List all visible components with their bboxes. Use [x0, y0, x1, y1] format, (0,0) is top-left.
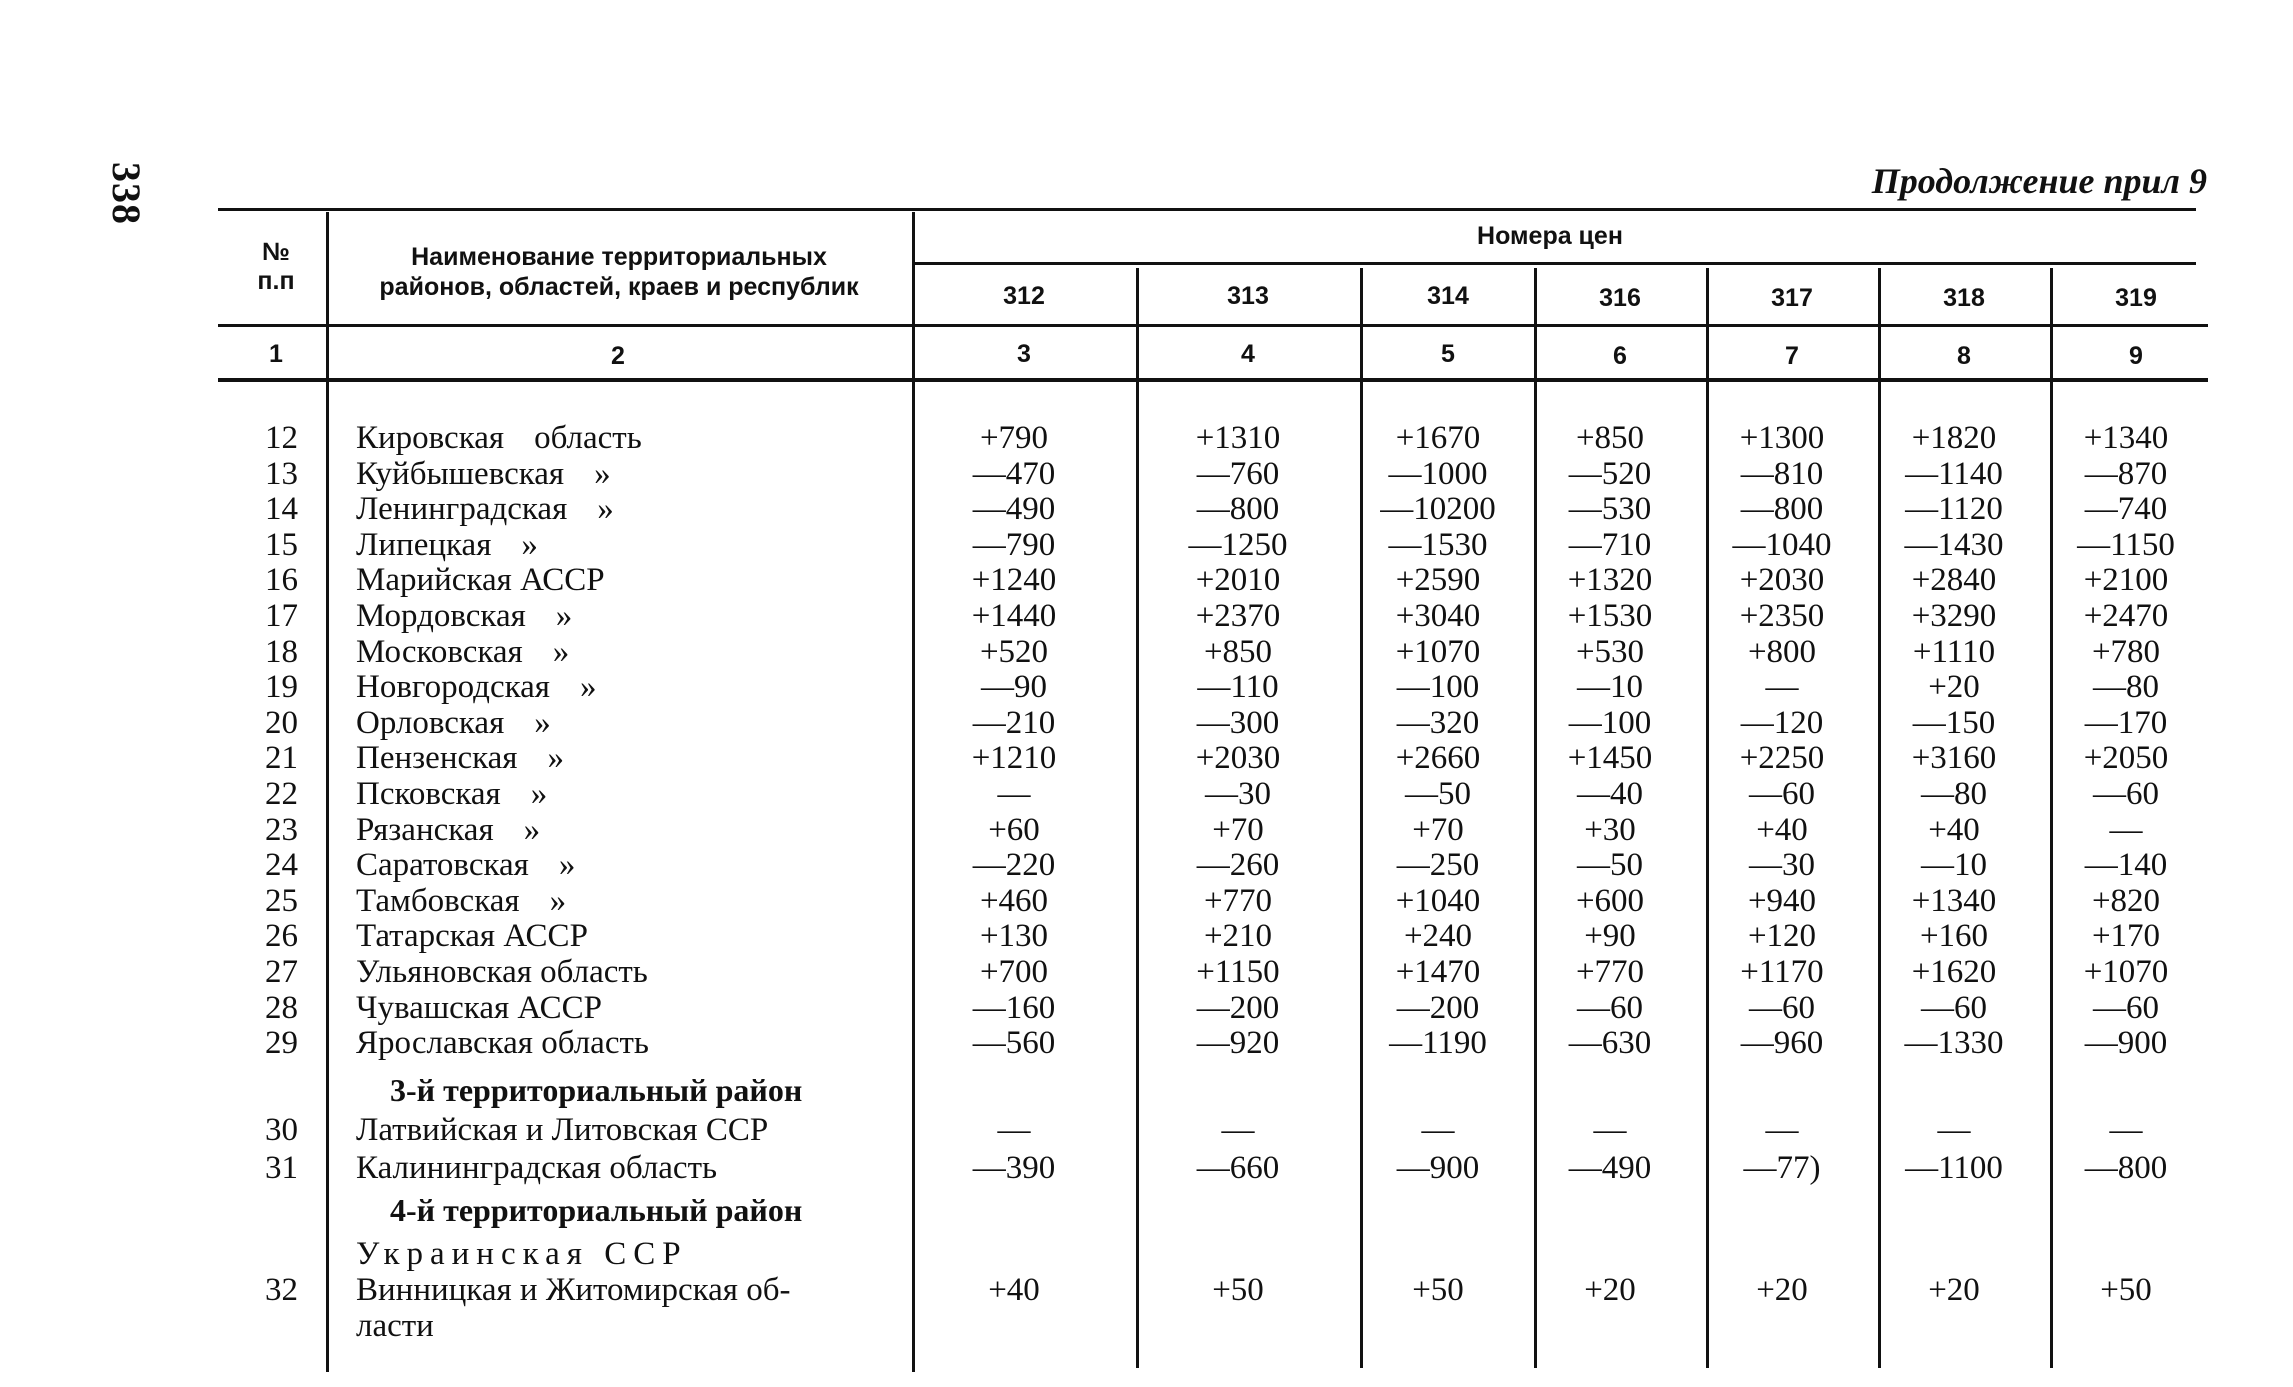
value-313: +1150: [1196, 954, 1280, 990]
value-319: +2050: [2083, 740, 2169, 777]
row-number: 15: [265, 526, 298, 563]
row-number: 31: [265, 1150, 298, 1186]
value-317: +800: [1747, 633, 1817, 670]
value-312: —790: [972, 526, 1056, 563]
value-313: +2030: [1195, 740, 1281, 777]
value-317: +20: [1756, 1272, 1808, 1308]
price-code-312: 312: [1003, 282, 1045, 310]
row-name-suffix: »: [579, 669, 597, 706]
table-row: [0, 812, 2293, 848]
row-number: 28: [265, 989, 298, 1026]
row-name-text: Московская: [356, 633, 523, 670]
row-name: [356, 527, 538, 563]
value-314: —250: [1396, 847, 1480, 884]
value-312: +1210: [971, 740, 1057, 777]
row-name-text: Калининградская область: [356, 1150, 718, 1186]
value-316: +850: [1575, 420, 1645, 456]
value-316: —490: [1568, 1150, 1652, 1186]
row-name: [356, 598, 572, 634]
value-313: +2370: [1195, 598, 1281, 634]
row-name-suffix: »: [552, 633, 570, 670]
row-number: 25: [265, 882, 298, 919]
value-313: +210: [1203, 918, 1273, 955]
row-name-text: Латвийская и Литовская ССР: [356, 1112, 769, 1148]
value-313: —1250: [1188, 526, 1288, 563]
section-3-title: 3-й территориальный район: [390, 1072, 803, 1108]
row-name-text: Куйбышевская: [356, 455, 565, 492]
table-row: [0, 847, 2293, 883]
price-code-314: 314: [1427, 282, 1469, 310]
value-317: —810: [1740, 455, 1824, 492]
value-312: —90: [981, 669, 1047, 706]
column-number: 4: [1241, 340, 1255, 368]
value-318: —10: [1921, 847, 1987, 884]
value-316: +1320: [1567, 562, 1653, 599]
value-314: —1530: [1388, 526, 1488, 563]
value-318: —1330: [1904, 1025, 2004, 1062]
value-319: +2100: [2083, 562, 2169, 599]
row-number: 12: [265, 420, 298, 456]
row-number: 29: [265, 1025, 298, 1062]
value-318: —60: [1921, 989, 1987, 1026]
column-number: 1: [269, 340, 283, 368]
value-312: —160: [972, 989, 1056, 1026]
value-312: +460: [979, 882, 1049, 919]
value-318: +1620: [1911, 954, 1997, 990]
value-313: —800: [1196, 491, 1280, 528]
value-313: —: [1221, 1112, 1255, 1148]
price-code-316: 316: [1599, 284, 1641, 312]
value-318: —1140: [1905, 455, 2003, 492]
value-312: —390: [972, 1150, 1056, 1186]
republic-label: Украинская ССР: [356, 1236, 688, 1272]
table-row: [0, 954, 2293, 990]
row-name-suffix: »: [594, 455, 611, 492]
row-name: [356, 491, 614, 527]
value-318: +1340: [1911, 882, 1997, 919]
value-319: +50: [2100, 1272, 2152, 1308]
table-row: [0, 420, 2293, 456]
table-row: [0, 1272, 2293, 1308]
price-code-317: 317: [1771, 284, 1813, 312]
value-317: —: [1765, 1112, 1799, 1148]
value-312: +790: [979, 420, 1049, 456]
value-313: +50: [1212, 1272, 1264, 1308]
row-name-suffix: »: [547, 740, 564, 777]
value-317: —960: [1740, 1025, 1824, 1062]
price-code-318: 318: [1943, 284, 1985, 312]
value-317: —1040: [1732, 526, 1832, 563]
row-number: 23: [265, 811, 298, 848]
row-name: [356, 1112, 798, 1148]
row-name-text: Пензенская: [356, 740, 518, 777]
value-319: +820: [2091, 882, 2161, 919]
value-319: +2470: [2083, 598, 2169, 634]
value-316: —10: [1577, 669, 1643, 706]
value-316: +1450: [1567, 740, 1653, 777]
row-number: 30: [265, 1112, 298, 1148]
value-314: +70: [1412, 811, 1464, 848]
value-314: +240: [1403, 918, 1473, 955]
value-312: —560: [972, 1025, 1056, 1062]
row-name-text: Татарская АССР: [356, 918, 588, 955]
value-318: —: [1937, 1112, 1971, 1148]
value-312: —220: [972, 847, 1056, 884]
row-name: [356, 669, 596, 705]
row-name-suffix: »: [597, 491, 614, 528]
value-314: +2590: [1395, 562, 1481, 599]
header-no-label: № п.п: [257, 238, 295, 295]
row-number: 14: [265, 491, 298, 528]
value-317: +2030: [1739, 562, 1825, 599]
value-312: —: [997, 776, 1031, 812]
value-318: +160: [1919, 918, 1989, 955]
row-number: 24: [265, 847, 298, 884]
page-number: 338: [104, 162, 149, 225]
value-319: —900: [2084, 1025, 2168, 1062]
row-name: [356, 954, 678, 990]
table-row: [0, 1112, 2293, 1148]
value-317: —30: [1749, 847, 1815, 884]
row-number: 26: [265, 918, 298, 955]
value-316: —520: [1568, 455, 1652, 492]
value-317: +1170: [1740, 954, 1824, 990]
value-314: —1000: [1388, 455, 1488, 492]
value-316: —50: [1577, 847, 1643, 884]
header-name-label: Наименование территориальных районов, областей, краев и республик: [379, 243, 859, 301]
value-316: +20: [1584, 1272, 1636, 1308]
row-name-text: Орловская: [356, 704, 505, 741]
value-318: —1120: [1905, 491, 2003, 528]
value-318: +3160: [1911, 740, 1997, 777]
value-313: —300: [1196, 704, 1280, 741]
value-313: —110: [1197, 669, 1279, 706]
column-number: 7: [1785, 342, 1799, 370]
table-row: [0, 740, 2293, 776]
row-name-suffix: »: [523, 811, 541, 848]
value-312: —470: [972, 455, 1056, 492]
value-312: —490: [972, 491, 1056, 528]
value-317: —60: [1749, 989, 1815, 1026]
value-314: —1190: [1389, 1025, 1487, 1062]
row-name-suffix: »: [530, 776, 548, 812]
row-number: 21: [265, 740, 298, 777]
table-row: [0, 1150, 2293, 1186]
value-313: —660: [1196, 1150, 1280, 1186]
value-317: —800: [1740, 491, 1824, 528]
row-name-suffix: »: [521, 526, 538, 563]
row-number: 20: [265, 704, 298, 741]
table-row: [0, 883, 2293, 919]
row-name: [356, 456, 611, 492]
row-number: 16: [265, 562, 298, 599]
row-number: 27: [265, 954, 298, 990]
table-row: [0, 776, 2293, 812]
value-314: —: [1421, 1112, 1455, 1148]
section-4-title: 4-й территориальный район: [390, 1192, 803, 1228]
value-316: +530: [1575, 633, 1645, 670]
column-number: 2: [611, 342, 625, 370]
row-name-text: Кировская: [356, 420, 505, 456]
value-319: —60: [2093, 989, 2159, 1026]
value-314: —10200: [1380, 491, 1496, 528]
value-319: +170: [2091, 918, 2161, 955]
table-row: [0, 527, 2293, 563]
value-318: +1820: [1911, 420, 1997, 456]
row-name-suffix: »: [555, 598, 573, 634]
price-code-319: 319: [2115, 284, 2157, 312]
value-319: —60: [2093, 776, 2159, 812]
value-317: —: [1765, 669, 1799, 706]
value-316: +600: [1575, 882, 1645, 919]
table-row: [0, 598, 2293, 634]
value-313: +2010: [1195, 562, 1281, 599]
column-number: 6: [1613, 342, 1627, 370]
column-number: 8: [1957, 342, 1971, 370]
row-name-text: Ярославская область: [356, 1025, 649, 1062]
value-312: +1440: [971, 598, 1057, 634]
value-316: +1530: [1567, 598, 1653, 634]
value-314: —100: [1396, 669, 1480, 706]
row-name-text: Псковская: [356, 776, 501, 812]
value-316: —630: [1568, 1025, 1652, 1062]
value-318: +20: [1928, 1272, 1980, 1308]
value-313: —30: [1205, 776, 1271, 812]
row-name: [356, 812, 540, 848]
column-number-rule: [218, 378, 2208, 382]
value-316: —530: [1568, 491, 1652, 528]
table-top-rule: [218, 208, 2196, 211]
continuation-heading: Продолжение прил 9: [1871, 161, 2207, 201]
value-317: +120: [1747, 918, 1817, 955]
table-row: [0, 1025, 2293, 1061]
value-313: +850: [1203, 633, 1273, 670]
row-name-continuation: ласти: [356, 1308, 434, 1344]
row-name-text: Тамбовская: [356, 882, 520, 919]
row-name: [356, 562, 635, 598]
value-314: +2660: [1395, 740, 1481, 777]
value-313: —200: [1196, 989, 1280, 1026]
row-name: [356, 740, 564, 776]
value-314: —320: [1396, 704, 1480, 741]
table-row: [0, 456, 2293, 492]
row-name-text: Саратовская: [356, 847, 529, 884]
row-number: 32: [265, 1272, 298, 1308]
value-313: +1310: [1195, 420, 1281, 456]
row-name-text: Новгородская: [356, 669, 550, 706]
row-number: 19: [265, 669, 298, 706]
header-bottom-rule: [218, 324, 2208, 327]
value-312: +1240: [971, 562, 1057, 599]
value-314: +1670: [1395, 420, 1481, 456]
value-319: —740: [2084, 491, 2168, 528]
row-name-suffix: »: [558, 847, 576, 884]
value-319: —: [2109, 1112, 2143, 1148]
row-name-text: Рязанская: [356, 811, 494, 848]
row-name-text: Ленинградская: [356, 491, 568, 528]
value-313: —920: [1196, 1025, 1280, 1062]
table-row: [0, 918, 2293, 954]
row-name: [356, 1025, 679, 1061]
value-319: +780: [2091, 633, 2161, 670]
value-314: —900: [1396, 1150, 1480, 1186]
value-312: —210: [972, 704, 1056, 741]
value-314: +1470: [1395, 954, 1481, 990]
table-row: [0, 562, 2293, 598]
column-number: 9: [2129, 342, 2143, 370]
value-317: +2350: [1739, 598, 1825, 634]
value-317: —60: [1749, 776, 1815, 812]
row-number: 13: [265, 455, 298, 492]
row-name-text: Чувашская АССР: [356, 989, 602, 1026]
value-317: +1300: [1739, 420, 1825, 456]
row-name-suffix: »: [534, 704, 551, 741]
value-312: —: [997, 1112, 1031, 1148]
value-312: +700: [979, 954, 1049, 990]
value-317: +40: [1756, 811, 1808, 848]
value-312: +520: [979, 633, 1049, 670]
value-314: +50: [1412, 1272, 1464, 1308]
value-316: —60: [1577, 989, 1643, 1026]
value-313: +770: [1203, 882, 1273, 919]
value-318: +2840: [1911, 562, 1997, 599]
column-number: 5: [1441, 340, 1455, 368]
row-name: [356, 847, 575, 883]
value-319: +1340: [2083, 420, 2169, 456]
value-317: —77): [1743, 1150, 1821, 1186]
column-number: 3: [1017, 340, 1031, 368]
value-316: +90: [1584, 918, 1636, 955]
value-312: +130: [979, 918, 1049, 955]
value-318: +3290: [1911, 598, 1997, 634]
row-name: [356, 918, 618, 954]
row-name: [356, 634, 569, 670]
table-row: [0, 491, 2293, 527]
value-312: +40: [988, 1272, 1040, 1308]
price-code-313: 313: [1227, 282, 1269, 310]
value-314: +1070: [1395, 633, 1481, 670]
value-319: —1150: [2077, 526, 2175, 563]
value-316: —: [1593, 1112, 1627, 1148]
table-row: [0, 990, 2293, 1026]
price-group-rule: [914, 262, 2196, 265]
row-name-suffix: »: [549, 882, 567, 919]
value-313: —260: [1196, 847, 1280, 884]
value-314: +1040: [1395, 882, 1481, 919]
value-317: +2250: [1739, 740, 1825, 777]
row-name-text: Липецкая: [356, 526, 492, 563]
value-318: —1430: [1904, 526, 2004, 563]
value-317: +940: [1747, 882, 1817, 919]
row-name: [356, 705, 551, 741]
value-319: —80: [2093, 669, 2159, 706]
value-319: —870: [2084, 455, 2168, 492]
value-316: +770: [1575, 954, 1645, 990]
table-row: [0, 669, 2293, 705]
table-row: [0, 634, 2293, 670]
value-316: —40: [1577, 776, 1643, 812]
value-318: —1100: [1905, 1150, 2003, 1186]
row-number: 17: [265, 598, 298, 634]
row-name-suffix: область: [534, 420, 642, 456]
row-name: Винницкая и Житомирская об-: [356, 1272, 791, 1308]
row-name-text: Мордовская: [356, 598, 526, 634]
row-name: [356, 1150, 747, 1186]
value-317: —120: [1740, 704, 1824, 741]
value-313: +70: [1212, 811, 1264, 848]
value-319: +1070: [2083, 954, 2169, 990]
row-number: 18: [265, 633, 298, 670]
value-314: —50: [1405, 776, 1471, 812]
value-318: —80: [1921, 776, 1987, 812]
value-318: +40: [1928, 811, 1980, 848]
value-319: —170: [2084, 704, 2168, 741]
value-314: +3040: [1395, 598, 1481, 634]
value-319: —800: [2084, 1150, 2168, 1186]
value-312: +60: [988, 811, 1040, 848]
row-name: [356, 420, 642, 456]
row-name: [356, 883, 566, 919]
value-318: +1110: [1912, 633, 1996, 670]
value-318: +20: [1928, 669, 1980, 706]
value-316: —100: [1568, 704, 1652, 741]
table-row: [0, 705, 2293, 741]
value-318: —150: [1912, 704, 1996, 741]
value-316: —710: [1568, 526, 1652, 563]
value-319: —: [2109, 811, 2143, 848]
value-316: +30: [1584, 811, 1636, 848]
row-name-text: Марийская АССР: [356, 562, 605, 599]
row-name: [356, 990, 632, 1026]
value-319: —140: [2084, 847, 2168, 884]
header-price-group: Номера цен: [1477, 222, 1623, 250]
value-313: —760: [1196, 455, 1280, 492]
value-314: —200: [1396, 989, 1480, 1026]
row-number: 22: [265, 776, 298, 812]
row-name-text: Ульяновская область: [356, 954, 648, 990]
row-name: [356, 776, 547, 812]
